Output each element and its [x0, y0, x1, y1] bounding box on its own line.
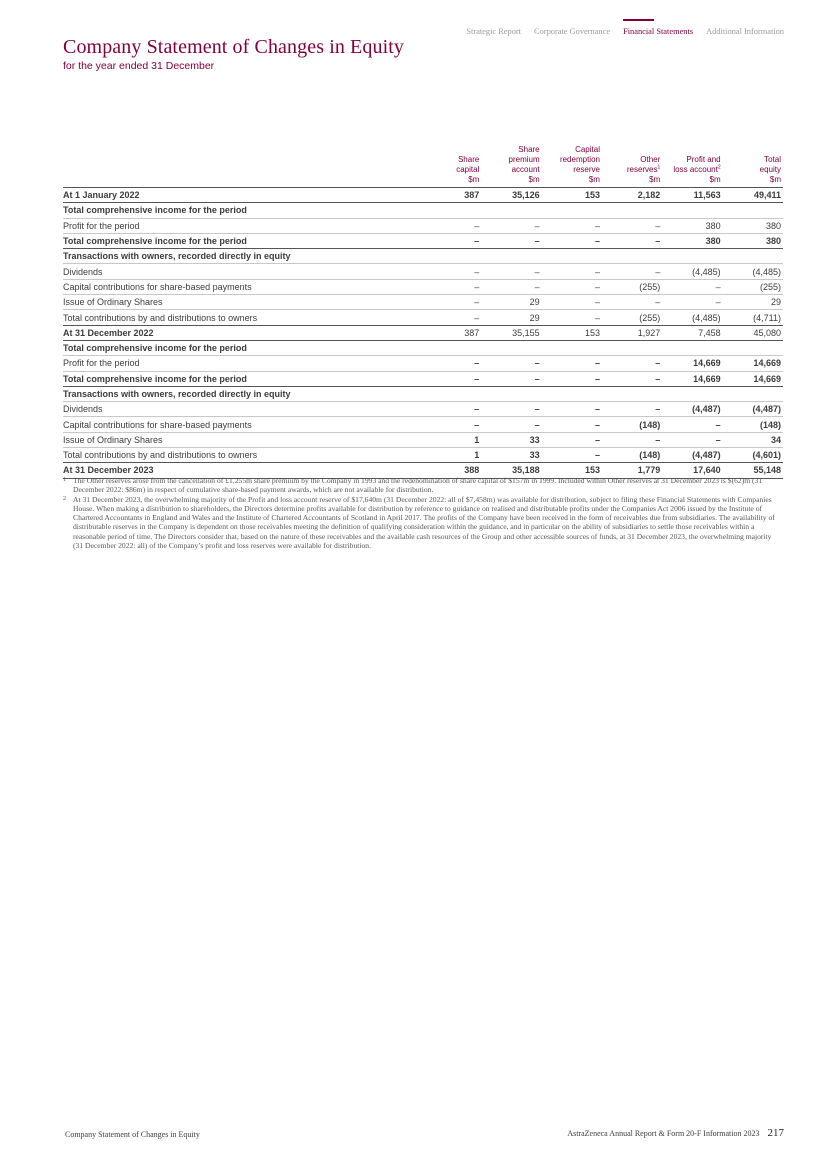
cell-profit-loss: –	[662, 432, 722, 447]
cell-total-equity: 14,669	[723, 371, 783, 386]
row-label: Transactions with owners, recorded directly in equity	[63, 249, 421, 264]
cell-share-premium	[481, 203, 541, 218]
cell-other-reserves: (255)	[602, 279, 662, 294]
table-row	[63, 432, 783, 447]
cell-capital-redemption: –	[542, 279, 602, 294]
row-label: Total comprehensive income for the period	[63, 203, 421, 218]
row-label: Capital contributions for share-based payments	[63, 417, 421, 432]
cell-profit-loss: 17,640	[662, 463, 722, 478]
footnote-number: 2	[63, 495, 66, 502]
row-label: Dividends	[63, 402, 421, 417]
cell-share-capital: 387	[421, 188, 481, 203]
cell-other-reserves: –	[602, 402, 662, 417]
cell-share-capital: 387	[421, 325, 481, 340]
col-header-profit-loss: Profit and loss account$^2$ $m	[662, 135, 722, 188]
section-nav	[466, 20, 784, 40]
cell-other-reserves: (255)	[602, 310, 662, 325]
cell-capital-redemption: –	[542, 310, 602, 325]
table-row	[63, 264, 783, 279]
cell-share-premium	[481, 340, 541, 355]
cell-share-capital	[421, 203, 481, 218]
footnotes	[63, 476, 783, 550]
cell-profit-loss: 7,458	[662, 325, 722, 340]
cell-other-reserves: 2,182	[602, 188, 662, 203]
cell-profit-loss	[662, 203, 722, 218]
cell-total-equity: (148)	[723, 417, 783, 432]
page-subtitle: for the year ended 31 December	[63, 60, 215, 72]
row-label: Capital contributions for share-based payments	[63, 279, 421, 294]
cell-share-capital: 1	[421, 432, 481, 447]
cell-capital-redemption: 153	[542, 325, 602, 340]
cell-total-equity: (4,485)	[723, 264, 783, 279]
footnote-text: At 31 December 2023, the overwhelming majority of the Profit and loss account reserve of $17,640m (31 December 2022: all of $7,458m) was available for distribution, subject to filing these Financial Statements with Companies House. When making a distribution to shareholders, the Directors determine profits available for distribution by reference to guidance on realised and distributable profits under the Companies Act 2006 issued by the Institute of Chartered Accountants in England and Wales and the Institute of Chartered Accountants of Scotland in April 2017. The profits of the Company have been received in the form of receivables due from subsidiaries. The availability of distributable reserves in the Company is dependent on those receivables meeting the definition of qualifying consideration within the guidance, and in particular on the ability of subsidiaries to settle those receivables within a reasonable period of time. The Directors consider that, based on the nature of these receivables and the available cash resources of the Group and other accessible sources of funds, at 31 December 2023, the overwhelming majority (31 December 2022: all) of the Company’s profit and loss reserves were available for distribution.	[73, 494, 775, 551]
footnote	[63, 495, 783, 551]
equity-table	[63, 135, 783, 479]
cell-share-capital: –	[421, 264, 481, 279]
cell-profit-loss: –	[662, 295, 722, 310]
cell-other-reserves	[602, 386, 662, 401]
tab-corporate-governance[interactable]: Corporate Governance	[534, 27, 611, 36]
cell-share-premium: –	[481, 233, 541, 248]
cell-share-premium: 33	[481, 432, 541, 447]
cell-total-equity	[723, 340, 783, 355]
cell-share-capital: 388	[421, 463, 481, 478]
cell-capital-redemption: –	[542, 218, 602, 233]
cell-other-reserves: –	[602, 295, 662, 310]
col-header-total-equity: Total equity $m	[723, 135, 783, 188]
footer-publication	[567, 1127, 784, 1139]
cell-share-premium: –	[481, 402, 541, 417]
cell-total-equity	[723, 203, 783, 218]
footnote	[63, 476, 783, 495]
table-row	[63, 386, 783, 401]
cell-other-reserves: –	[602, 233, 662, 248]
tab-financial-statements[interactable]: Financial Statements	[623, 20, 693, 40]
cell-other-reserves	[602, 203, 662, 218]
cell-profit-loss: –	[662, 417, 722, 432]
table-row	[63, 402, 783, 417]
cell-capital-redemption: 153	[542, 463, 602, 478]
cell-capital-redemption: 153	[542, 188, 602, 203]
row-label: Total comprehensive income for the period	[63, 233, 421, 248]
cell-other-reserves: 1,927	[602, 325, 662, 340]
col-header-share-premium: Share premium account $m	[481, 135, 541, 188]
cell-other-reserves: –	[602, 218, 662, 233]
row-label: Total comprehensive income for the period	[63, 340, 421, 355]
cell-share-premium: 35,188	[481, 463, 541, 478]
tab-additional-information[interactable]: Additional Information	[706, 27, 784, 36]
cell-total-equity: 14,669	[723, 356, 783, 371]
cell-profit-loss	[662, 386, 722, 401]
cell-total-equity: 55,148	[723, 463, 783, 478]
table-row	[63, 188, 783, 203]
cell-share-capital: –	[421, 295, 481, 310]
tab-strategic-report[interactable]: Strategic Report	[466, 27, 522, 36]
cell-share-premium: –	[481, 264, 541, 279]
col-header-capital-redemption: Capital redemption reserve $m	[542, 135, 602, 188]
cell-share-capital: –	[421, 402, 481, 417]
table-header-row	[63, 135, 783, 188]
cell-capital-redemption: –	[542, 448, 602, 463]
table-row	[63, 233, 783, 248]
table-row	[63, 279, 783, 294]
row-label: Dividends	[63, 264, 421, 279]
cell-share-capital: 1	[421, 448, 481, 463]
cell-capital-redemption: –	[542, 371, 602, 386]
cell-share-capital: –	[421, 218, 481, 233]
col-header-other-reserves: Other reserves$^1$ $m	[602, 135, 662, 188]
cell-share-capital	[421, 340, 481, 355]
cell-profit-loss: 380	[662, 218, 722, 233]
footnote-number: 1	[63, 477, 66, 483]
cell-capital-redemption: –	[542, 264, 602, 279]
table-row	[63, 371, 783, 386]
cell-share-premium	[481, 249, 541, 264]
cell-profit-loss	[662, 340, 722, 355]
row-label: At 1 January 2022	[63, 188, 421, 203]
cell-capital-redemption	[542, 203, 602, 218]
row-label: Total comprehensive income for the period	[63, 371, 421, 386]
cell-share-capital: –	[421, 356, 481, 371]
table-row	[63, 310, 783, 325]
row-label: At 31 December 2023	[63, 463, 421, 478]
row-label: Transactions with owners, recorded directly in equity	[63, 386, 421, 401]
cell-share-capital: –	[421, 371, 481, 386]
cell-capital-redemption: –	[542, 233, 602, 248]
cell-other-reserves: –	[602, 356, 662, 371]
table-row	[63, 295, 783, 310]
cell-profit-loss: 14,669	[662, 356, 722, 371]
cell-other-reserves	[602, 249, 662, 264]
cell-share-capital: –	[421, 417, 481, 432]
cell-capital-redemption	[542, 249, 602, 264]
cell-share-premium: –	[481, 279, 541, 294]
row-label: Profit for the period	[63, 356, 421, 371]
table-row	[63, 218, 783, 233]
cell-total-equity: 380	[723, 233, 783, 248]
cell-profit-loss: 380	[662, 233, 722, 248]
cell-total-equity: 29	[723, 295, 783, 310]
table-row	[63, 325, 783, 340]
cell-share-capital: –	[421, 279, 481, 294]
footer-section-title: Company Statement of Changes in Equity	[65, 1130, 200, 1139]
page-title: Company Statement of Changes in Equity	[63, 36, 404, 58]
table-row	[63, 203, 783, 218]
cell-profit-loss: –	[662, 279, 722, 294]
footer-report-name: AstraZeneca Annual Report & Form 20-F Information 2023	[567, 1129, 760, 1138]
cell-share-premium	[481, 386, 541, 401]
cell-share-premium: –	[481, 371, 541, 386]
cell-share-premium: –	[481, 356, 541, 371]
cell-capital-redemption: –	[542, 432, 602, 447]
row-label: Issue of Ordinary Shares	[63, 432, 421, 447]
cell-total-equity: (4,711)	[723, 310, 783, 325]
cell-total-equity	[723, 386, 783, 401]
cell-share-capital: –	[421, 233, 481, 248]
cell-share-premium: 35,126	[481, 188, 541, 203]
cell-capital-redemption: –	[542, 295, 602, 310]
cell-total-equity: 49,411	[723, 188, 783, 203]
header-label-cell	[63, 135, 421, 188]
row-label: At 31 December 2022	[63, 325, 421, 340]
cell-profit-loss: 14,669	[662, 371, 722, 386]
row-label: Issue of Ordinary Shares	[63, 295, 421, 310]
cell-total-equity: (4,601)	[723, 448, 783, 463]
cell-total-equity	[723, 249, 783, 264]
row-label: Total contributions by and distributions to owners	[63, 448, 421, 463]
table-row	[63, 249, 783, 264]
cell-profit-loss: (4,487)	[662, 448, 722, 463]
cell-share-capital	[421, 386, 481, 401]
cell-total-equity: (4,487)	[723, 402, 783, 417]
cell-total-equity: (255)	[723, 279, 783, 294]
cell-capital-redemption: –	[542, 356, 602, 371]
cell-profit-loss: (4,487)	[662, 402, 722, 417]
footnote-text: The Other reserves arose from the cancellation of £1,255m share premium by the Company in 1993 and the redenomination of share capital of $157m in 1999. Included within Other reserves at 31 December 2023 is $(62)m (31 December 2022: $86m) in respect of cumulative share-based payment awards, which are not available for distribution.	[73, 476, 763, 495]
cell-profit-loss	[662, 249, 722, 264]
cell-share-capital: –	[421, 310, 481, 325]
cell-capital-redemption: –	[542, 417, 602, 432]
cell-share-premium: 33	[481, 448, 541, 463]
table-row	[63, 417, 783, 432]
cell-profit-loss: (4,485)	[662, 264, 722, 279]
cell-other-reserves: –	[602, 264, 662, 279]
table-row	[63, 448, 783, 463]
cell-other-reserves: –	[602, 432, 662, 447]
cell-profit-loss: 11,563	[662, 188, 722, 203]
cell-share-premium: –	[481, 218, 541, 233]
cell-share-capital	[421, 249, 481, 264]
cell-capital-redemption	[542, 340, 602, 355]
cell-other-reserves: (148)	[602, 448, 662, 463]
row-label: Profit for the period	[63, 218, 421, 233]
cell-capital-redemption: –	[542, 402, 602, 417]
cell-capital-redemption	[542, 386, 602, 401]
page-number: 217	[767, 1127, 784, 1139]
cell-share-premium: 35,155	[481, 325, 541, 340]
cell-share-premium: 29	[481, 310, 541, 325]
cell-profit-loss: (4,485)	[662, 310, 722, 325]
row-label: Total contributions by and distributions to owners	[63, 310, 421, 325]
cell-other-reserves: 1,779	[602, 463, 662, 478]
cell-total-equity: 380	[723, 218, 783, 233]
cell-share-premium: 29	[481, 295, 541, 310]
col-header-share-capital: Share capital $m	[421, 135, 481, 188]
cell-other-reserves: –	[602, 371, 662, 386]
cell-total-equity: 34	[723, 432, 783, 447]
cell-other-reserves	[602, 340, 662, 355]
cell-total-equity: 45,080	[723, 325, 783, 340]
table-row	[63, 340, 783, 355]
cell-other-reserves: (148)	[602, 417, 662, 432]
table-row	[63, 356, 783, 371]
cell-share-premium: –	[481, 417, 541, 432]
